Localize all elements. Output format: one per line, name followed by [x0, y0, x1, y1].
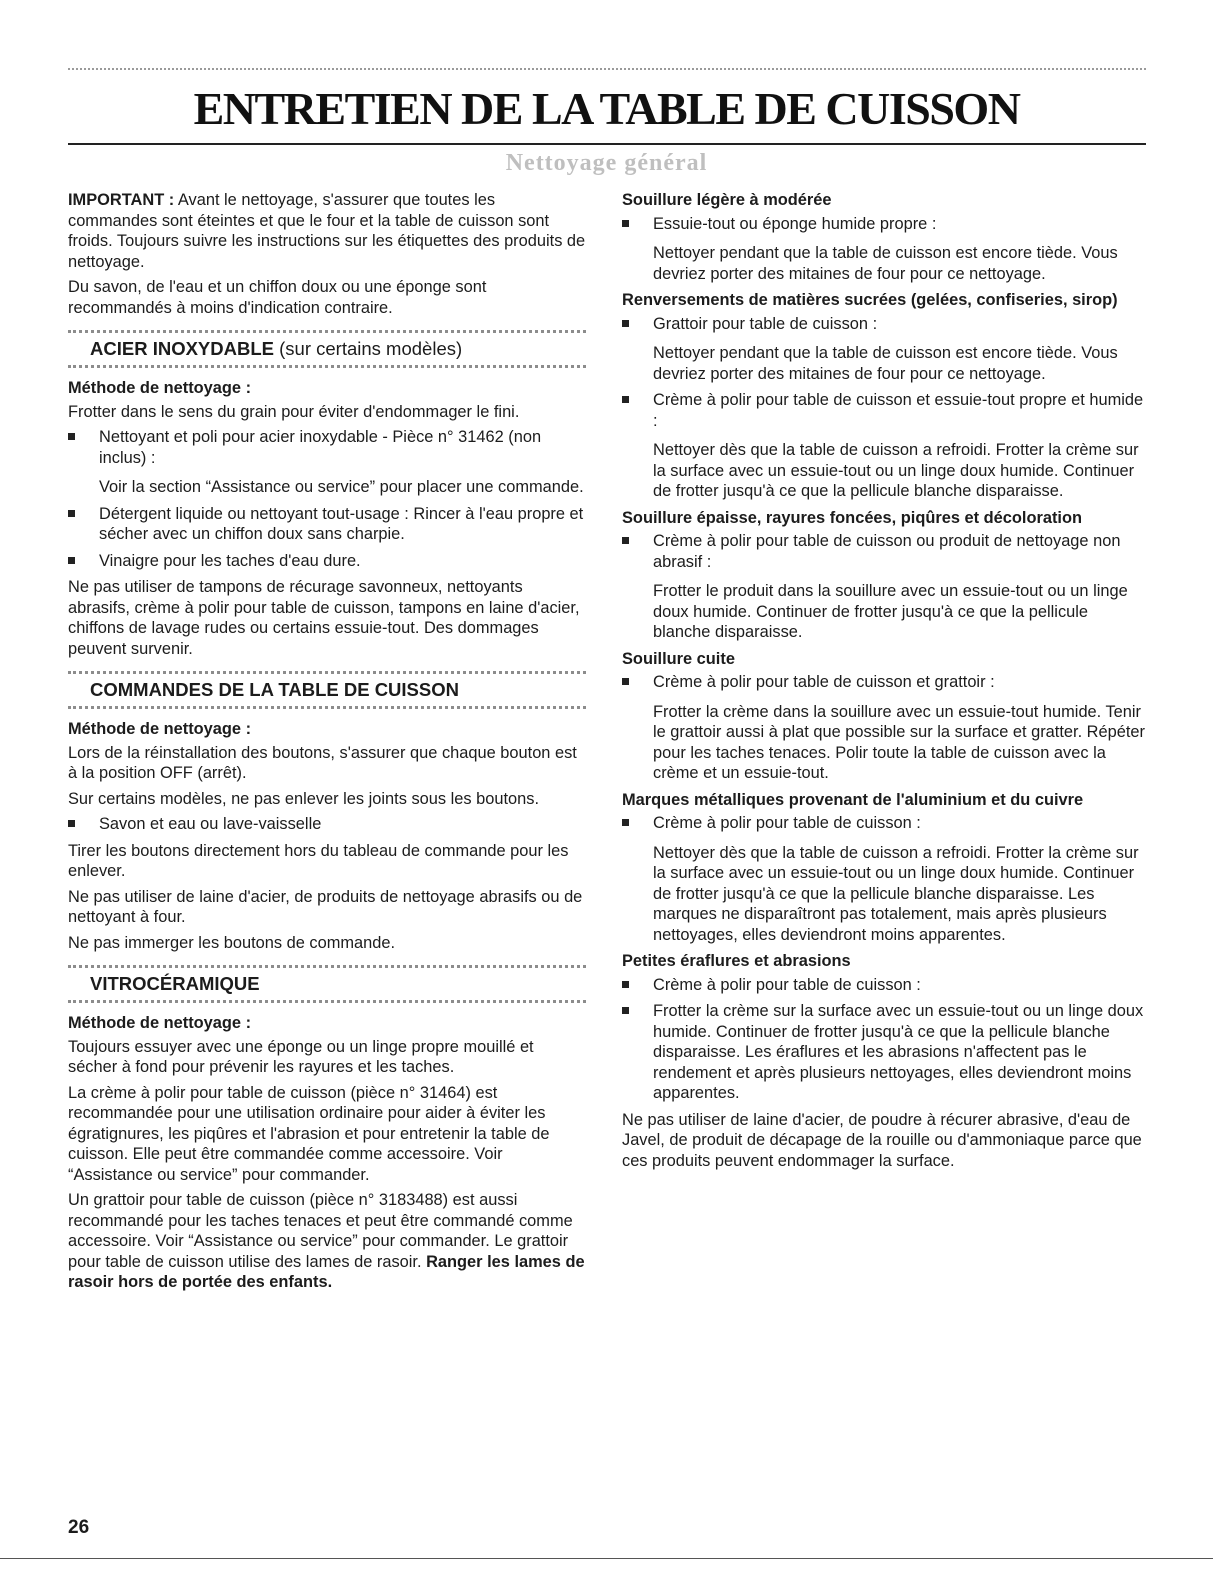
- stainless-intro: Frotter dans le sens du grain pour éviter d'endommager le fini.: [68, 402, 520, 421]
- box-rule-bottom: [68, 706, 586, 709]
- final-warning: Ne pas utiliser de laine d'acier, de poudre à récurer abrasive, d'eau de Javel, de produit de décapage de la rouille ou d'ammoniaque parce que ces produits peuvent endommager la surface.: [622, 1110, 1142, 1170]
- glass-ceramic-box: [68, 965, 586, 1003]
- bottom-rule: [0, 1558, 1213, 1559]
- page-title: ENTRETIEN DE LA TABLE DE CUISSON: [193, 83, 1020, 134]
- list-item: [68, 504, 586, 545]
- list-item-detail: Nettoyer dès que la table de cuisson a refroidi. Frotter la crème sur la surface avec un essuie-tout ou un linge doux humide. Continuer de frotter jusqu'à ce que la pellicule blanche disparaisse. Les marques ne disparaîtront pas totalement, mais après plusieurs nettoyages, elles deviendront moins apparentes.: [653, 843, 1139, 944]
- list-item: [68, 551, 586, 572]
- list-item: [622, 975, 1146, 996]
- box-title: [68, 674, 586, 706]
- vitro-p3-warning: Ranger les lames de rasoir hors de portée des enfants.: [68, 1252, 585, 1291]
- method-label: Méthode de nettoyage :: [68, 1014, 252, 1032]
- method-label: Méthode de nettoyage :: [68, 379, 252, 397]
- page-number: 26: [68, 1517, 90, 1538]
- list-item-detail: Frotter la crème dans la souillure avec un essuie-tout humide. Tenir le grattoir aussi à plat que possible sur la surface et gratter. Répéter pour les taches tenaces. Polir toute la table de cuisson avec la crème et un essuie-tout.: [653, 702, 1145, 782]
- vitro-p3: [68, 1190, 586, 1293]
- title-rule: [68, 143, 1146, 145]
- box-title: [68, 333, 586, 365]
- bullet-icon: [622, 537, 629, 544]
- bullet-icon: [68, 510, 75, 517]
- bullet-icon: [68, 433, 75, 440]
- heavy-soil-list: [622, 531, 1146, 643]
- bullet-icon: [622, 819, 629, 826]
- controls-p5: Ne pas immerger les boutons de commande.: [68, 933, 396, 952]
- list-item-detail: Frotter le produit dans la souillure avec un essuie-tout ou un linge doux humide. Continuer de frotter jusqu'à ce que la pellicule blanche disparaisse.: [653, 582, 1128, 641]
- bullet-icon: [68, 557, 75, 564]
- list-item-text: Crème à polir pour table de cuisson :: [653, 975, 921, 994]
- stainless-steel-box: [68, 330, 586, 368]
- box-rule-bottom: [68, 1000, 586, 1003]
- list-item-text: Frotter la crème sur la surface avec un essuie-tout ou un linge doux humide. Continuer de frotter jusqu'à ce que la pellicule blanche disparaisse. Les éraflures et les abrasions n'affectent pas le rendement et après plusieurs nettoyages, elles deviendront moins apparentes.: [653, 1002, 1144, 1102]
- stainless-steel-title: ACIER INOXYDABLE: [90, 338, 274, 359]
- top-dotted-rule: [68, 68, 1146, 70]
- right-column: [622, 190, 1146, 1176]
- list-item: [622, 1001, 1146, 1104]
- controls-p4: Ne pas utiliser de laine d'acier, de produits de nettoyage abrasifs ou de nettoyant à four.: [68, 887, 583, 926]
- list-item: [68, 427, 586, 498]
- stainless-steel-title-suffix: (sur certains modèles): [279, 338, 463, 359]
- important-label: IMPORTANT :: [68, 191, 175, 209]
- list-item-text: Crème à polir pour table de cuisson et essuie-tout propre et humide :: [653, 391, 1144, 430]
- list-item: [622, 214, 1146, 285]
- vitro-p1: Toujours essuyer avec une éponge ou un linge propre mouillé et sécher à fond pour prévenir les rayures et les taches.: [68, 1037, 534, 1076]
- important-paragraph: [68, 190, 586, 272]
- list-item-text: Détergent liquide ou nettoyant tout-usage : Rincer à l'eau propre et sécher avec un chiffon doux sans charpie.: [99, 504, 584, 543]
- bullet-icon: [622, 981, 629, 988]
- method-label: Méthode de nettoyage :: [68, 720, 252, 738]
- vitro-p2: La crème à polir pour table de cuisson (pièce n° 31464) est recommandée pour une utilisation ordinaire pour aider à éviter les égratignures, les piqûres et l'abrasion et pour entretenir la table de cuisson. Elle peut être commandée comme accessoire. Voir “Assistance ou service” pour commander.: [68, 1083, 550, 1184]
- list-item: [68, 814, 586, 835]
- sugar-spill-list: [622, 314, 1146, 502]
- bullet-icon: [622, 320, 629, 327]
- list-item-text: Crème à polir pour table de cuisson ou produit de nettoyage non abrasif :: [653, 532, 1121, 571]
- list-item-detail: Nettoyer dès que la table de cuisson a refroidi. Frotter la crème sur la surface avec un essuie-tout ou un linge doux humide. Continuer de frotter jusqu'à ce que la pellicule blanche disparaisse.: [653, 441, 1139, 500]
- list-item-text: Grattoir pour table de cuisson :: [653, 314, 878, 333]
- controls-p3: Tirer les boutons directement hors du tableau de commande pour les enlever.: [68, 841, 569, 880]
- bullet-icon: [622, 396, 629, 403]
- metal-marks-list: [622, 813, 1146, 945]
- stainless-warning: Ne pas utiliser de tampons de récurage savonneux, nettoyants abrasifs, crème à polir pour table de cuisson, tampons en laine d'acier, chiffons de lavage rudes ou certains essuie-tout. Des dommages peuvent survenir.: [68, 578, 580, 658]
- list-item-detail: Nettoyer pendant que la table de cuisson est encore tiède. Vous devriez porter des mitaines de four pour ce nettoyage.: [653, 244, 1118, 283]
- list-item-text: Essuie-tout ou éponge humide propre :: [653, 214, 937, 233]
- light-soil-list: [622, 214, 1146, 285]
- box-rule-bottom: [68, 365, 586, 368]
- list-item: [622, 390, 1146, 502]
- list-item-detail: Voir la section “Assistance ou service” pour placer une commande.: [99, 478, 584, 496]
- scratches-heading: Petites éraflures et abrasions: [622, 952, 851, 970]
- list-item: [622, 813, 1146, 945]
- list-item-detail: Nettoyer pendant que la table de cuisson est encore tiède. Vous devriez porter des mitaines de four pour ce nettoyage.: [653, 344, 1118, 383]
- left-column: [68, 190, 586, 1298]
- important-text: Avant le nettoyage, s'assurer que toutes les commandes sont éteintes et que le four et la table de cuisson sont froids. Toujours suivre les instructions sur les étiquettes des produits de nettoyage.: [68, 191, 586, 271]
- list-item-text: Vinaigre pour les taches d'eau dure.: [99, 551, 361, 570]
- list-item-text: Nettoyant et poli pour acier inoxydable - Pièce n° 31462 (non inclus) :: [99, 428, 542, 467]
- list-item: [622, 314, 1146, 385]
- vitro-p3-text: Un grattoir pour table de cuisson (pièce n° 3183488) est aussi recommandé pour les taches tenaces et peut être commandé comme accessoire. Voir “Assistance ou service” pour commander. Le grattoir pour table de cuisson utilise des lames de rasoir.: [68, 1191, 573, 1271]
- soap-paragraph: Du savon, de l'eau et un chiffon doux ou une éponge sont recommandés à moins d'indication contraire.: [68, 278, 487, 317]
- metal-marks-heading: Marques métalliques provenant de l'aluminium et du cuivre: [622, 790, 1084, 809]
- light-soil-heading: Souillure légère à modérée: [622, 191, 832, 209]
- controls-title: COMMANDES DE LA TABLE DE CUISSON: [90, 679, 459, 700]
- cooked-soil-list: [622, 672, 1146, 784]
- controls-p1: Lors de la réinstallation des boutons, s'assurer que chaque bouton est à la position OFF (arrêt).: [68, 743, 577, 782]
- sugar-spill-heading: Renversements de matières sucrées (gelées, confiseries, sirop): [622, 291, 1118, 309]
- bullet-icon: [622, 1007, 629, 1014]
- bullet-icon: [622, 220, 629, 227]
- list-item-text: Crème à polir pour table de cuisson :: [653, 814, 921, 832]
- list-item-text: Crème à polir pour table de cuisson et grattoir :: [653, 673, 995, 691]
- stainless-list: [68, 427, 586, 571]
- controls-p2: Sur certains modèles, ne pas enlever les joints sous les boutons.: [68, 789, 540, 808]
- list-item: [622, 531, 1146, 643]
- controls-box: [68, 671, 586, 709]
- box-title: [68, 968, 586, 1000]
- list-item: [622, 672, 1146, 784]
- bullet-icon: [622, 678, 629, 685]
- controls-list: [68, 814, 586, 835]
- scratches-list: [622, 975, 1146, 1104]
- cooked-soil-heading: Souillure cuite: [622, 649, 735, 668]
- heavy-soil-heading: Souillure épaisse, rayures foncées, piqûres et décoloration: [622, 508, 1083, 527]
- glass-ceramic-title: VITROCÉRAMIQUE: [90, 973, 260, 994]
- list-item-text: Savon et eau ou lave-vaisselle: [99, 815, 322, 833]
- section-heading: Nettoyage général: [505, 150, 708, 176]
- bullet-icon: [68, 820, 75, 827]
